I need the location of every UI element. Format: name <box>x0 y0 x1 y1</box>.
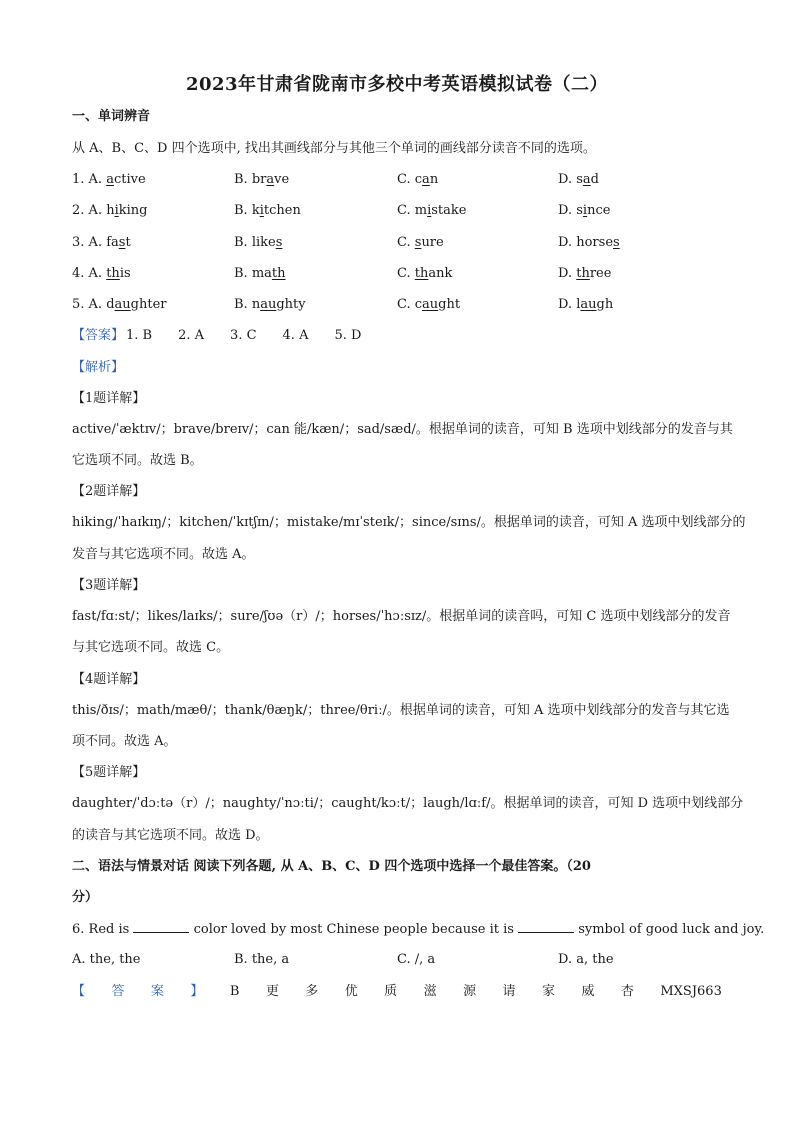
blank-1[interactable] <box>133 919 189 933</box>
question-6-part-2: color loved by most Chinese people because it is <box>193 922 514 937</box>
underlined-segment: i <box>259 203 264 218</box>
q4-option-b[interactable] <box>234 264 286 284</box>
word-suffix: ank <box>428 266 453 281</box>
footer-bracket-close: 】 <box>190 984 204 999</box>
answer-1: 1. B <box>126 328 153 343</box>
word-suffix: ree <box>589 266 612 281</box>
word-prefix: c <box>414 172 423 187</box>
footer-char-2: 案 <box>150 984 164 999</box>
q1-option-d[interactable] <box>558 170 599 190</box>
underlined-segment: th <box>576 266 590 281</box>
underlined-segment: i <box>114 203 119 218</box>
q3-option-c[interactable] <box>397 233 444 253</box>
underlined-segment: a <box>266 172 275 187</box>
detail-5-line-2: 的读音与其它选项不同。故选 D。 <box>72 828 269 843</box>
underlined-segment: au <box>422 297 439 312</box>
option-label: C. <box>397 172 411 187</box>
word-suffix: ghty <box>276 297 306 312</box>
word-prefix: like <box>251 235 276 250</box>
word-suffix: nce <box>587 203 611 218</box>
blank-2[interactable] <box>518 919 574 933</box>
footer-rest-9: 家 <box>541 984 555 999</box>
option-label: C. <box>397 266 411 281</box>
footer-answer-line <box>72 982 722 1002</box>
option-label: D. <box>558 203 573 218</box>
question-6-part-1: 6. Red is <box>72 922 130 937</box>
detail-2-line-1: hiking/ˈhaɪkɪŋ/；kitchen/ˈkɪtʃɪn/；mistake/mɪˈsteɪk/；since/sɪns/。根据单词的读音，可知 A 选项中划线部分的 <box>72 515 746 530</box>
option-label: C. <box>397 235 411 250</box>
detail-4-line-1: this/ðɪs/；math/mæθ/；thank/θæŋk/；three/θriː/。根据单词的读音，可知 A 选项中划线部分的发音与其它选 <box>72 703 730 718</box>
option-label: D. <box>558 266 573 281</box>
q4-option-c[interactable] <box>397 264 452 284</box>
underlined-segment: a <box>106 172 114 187</box>
option-label: 5. A. <box>72 297 103 312</box>
footer-rest-10: 威 <box>581 984 595 999</box>
option-label: D. <box>558 297 573 312</box>
underlined-segment: s <box>613 235 620 250</box>
footer-rest-11: 杏 <box>620 984 634 999</box>
word-suffix: stake <box>431 203 467 218</box>
q3-option-d[interactable] <box>558 233 620 253</box>
q3-option-a[interactable] <box>72 233 131 253</box>
word-suffix: gh <box>596 297 614 312</box>
option-label: B. <box>234 203 248 218</box>
word-prefix: l <box>576 297 581 312</box>
footer-rest-2: 更 <box>265 984 279 999</box>
underlined-segment: au <box>260 297 277 312</box>
underlined-segment: a <box>582 172 591 187</box>
underlined-segment: s <box>118 235 126 250</box>
word-prefix: fa <box>106 235 119 250</box>
option-label: 1. A. <box>72 172 103 187</box>
word-suffix: n <box>429 172 439 187</box>
q4-option-d[interactable] <box>558 264 611 284</box>
word-prefix: k <box>251 203 260 218</box>
detail-5-line-1: daughter/ˈdɔːtə（r）/；naughty/ˈnɔːti/；caught/kɔːt/；laugh/lɑːf/。根据单词的读音，可知 D 选项中划线部分 <box>72 796 744 811</box>
q6-option-c[interactable]: C. /, a <box>397 952 436 967</box>
option-label: C. <box>397 203 411 218</box>
detail-4-line-2: 项不同。故选 A。 <box>72 734 177 749</box>
detail-1-label: 【1题详解】 <box>72 391 146 406</box>
answer-row <box>72 326 732 346</box>
option-label: D. <box>558 172 573 187</box>
underlined-segment: th <box>414 266 429 281</box>
detail-3-line-2: 与其它选项不同。故选 C。 <box>72 640 230 655</box>
q6-option-b[interactable]: B. the, a <box>234 952 290 967</box>
section2-heading-line-1: 二、语法与情景对话 阅读下列各题, 从 A、B、C、D 四个选项中选择一个最佳答案。（20 <box>72 859 591 874</box>
word-suffix: ve <box>274 172 290 187</box>
answer-5: 5. D <box>334 328 362 343</box>
footer-rest-5: 质 <box>384 984 398 999</box>
footer-rest-3: 多 <box>305 984 319 999</box>
detail-4-label: 【4题详解】 <box>72 672 146 687</box>
q2-option-d[interactable] <box>558 201 610 221</box>
q1-option-c[interactable] <box>397 170 438 190</box>
option-label: B. <box>234 266 248 281</box>
word-suffix: ure <box>421 235 444 250</box>
word-suffix: ghter <box>130 297 167 312</box>
q5-option-b[interactable] <box>234 295 306 315</box>
answer-2: 2. A <box>178 328 205 343</box>
detail-2-label: 【2题详解】 <box>72 484 146 499</box>
option-label: 3. A. <box>72 235 103 250</box>
option-label: D. <box>558 235 573 250</box>
footer-rest-6: 滋 <box>423 984 437 999</box>
q1-option-b[interactable] <box>234 170 289 190</box>
detail-2-line-2: 发音与其它选项不同。故选 A。 <box>72 547 255 562</box>
underlined-segment: au <box>114 297 131 312</box>
footer-rest-4: 优 <box>344 984 358 999</box>
q2-option-b[interactable] <box>234 201 301 221</box>
word-prefix: horse <box>576 235 614 250</box>
q2-option-c[interactable] <box>397 201 466 221</box>
question-6-part-3: symbol of good luck and joy. <box>578 922 765 937</box>
word-prefix: ma <box>251 266 272 281</box>
footer-code: MXSJ663 <box>660 984 722 999</box>
word-prefix: m <box>414 203 428 218</box>
word-suffix: t <box>125 235 131 250</box>
section1-instruction: 从 A、B、C、D 四个选项中, 找出其画线部分与其他三个单词的画线部分读音不同的选项。 <box>72 141 596 156</box>
word-prefix: n <box>251 297 261 312</box>
q1-option-a[interactable] <box>72 170 146 190</box>
option-label: B. <box>234 297 248 312</box>
answer-3: 3. C <box>230 328 257 343</box>
q5-option-a[interactable] <box>72 295 166 315</box>
q5-option-d[interactable] <box>558 295 613 315</box>
word-prefix: s <box>576 172 583 187</box>
underlined-segment: i <box>427 203 432 218</box>
word-suffix: ght <box>438 297 461 312</box>
answer-label: 【答案】 <box>72 328 125 343</box>
option-label: 4. A. <box>72 266 103 281</box>
q6-option-d[interactable]: D. a, the <box>558 952 614 967</box>
word-prefix: br <box>251 172 267 187</box>
detail-3-label: 【3题详解】 <box>72 578 146 593</box>
detail-5-label: 【5题详解】 <box>72 765 146 780</box>
underlined-segment: a <box>422 172 430 187</box>
footer-char-1: 答 <box>111 984 125 999</box>
answer-4: 4. A <box>282 328 309 343</box>
page-title: 2023年甘肃省陇南市多校中考英语模拟试卷（二） <box>185 74 609 95</box>
q5-option-c[interactable] <box>397 295 460 315</box>
footer-bracket-open: 【 <box>72 984 86 999</box>
detail-3-line-1: fast/fɑːst/；likes/laɪks/；sure/ʃʊə（r）/；horses/ˈhɔːsɪz/。根据单词的读音吗，可知 C 选项中划线部分的发音 <box>72 609 731 624</box>
footer-rest-7: 源 <box>463 984 477 999</box>
word-prefix: c <box>414 297 423 312</box>
word-prefix: d <box>106 297 115 312</box>
analysis-label: 【解析】 <box>72 360 125 375</box>
underlined-segment: th <box>106 266 120 281</box>
detail-1-line-1: active/ˈæktɪv/；brave/breɪv/；can 能/kæn/；sad/sæd/。根据单词的读音，可知 B 选项中划线部分的发音与其 <box>72 422 733 437</box>
detail-1-line-2: 它选项不同。故选 B。 <box>72 453 203 468</box>
underlined-segment: au <box>580 297 597 312</box>
underlined-segment: s <box>414 235 422 250</box>
underlined-segment: th <box>271 266 286 281</box>
q2-option-a[interactable] <box>72 201 147 221</box>
option-label: B. <box>234 172 248 187</box>
word-suffix: is <box>119 266 131 281</box>
option-label: 2. A. <box>72 203 103 218</box>
word-suffix: king <box>118 203 148 218</box>
footer-rest-8: 请 <box>502 984 516 999</box>
word-prefix: s <box>576 203 583 218</box>
question-6 <box>72 919 765 940</box>
section1-heading: 一、单词辨音 <box>72 109 151 124</box>
underlined-segment: s <box>275 235 283 250</box>
q6-option-a[interactable]: A. the, the <box>72 952 141 967</box>
q4-option-a[interactable] <box>72 264 131 284</box>
word-prefix: h <box>106 203 115 218</box>
word-suffix: d <box>590 172 599 187</box>
option-label: B. <box>234 235 248 250</box>
word-suffix: ctive <box>113 172 146 187</box>
option-label: C. <box>397 297 411 312</box>
underlined-segment: i <box>582 203 588 218</box>
footer-rest-1: B <box>229 984 240 999</box>
q3-option-b[interactable] <box>234 233 282 253</box>
section2-heading-line-2: 分） <box>72 890 99 905</box>
word-suffix: tchen <box>263 203 301 218</box>
